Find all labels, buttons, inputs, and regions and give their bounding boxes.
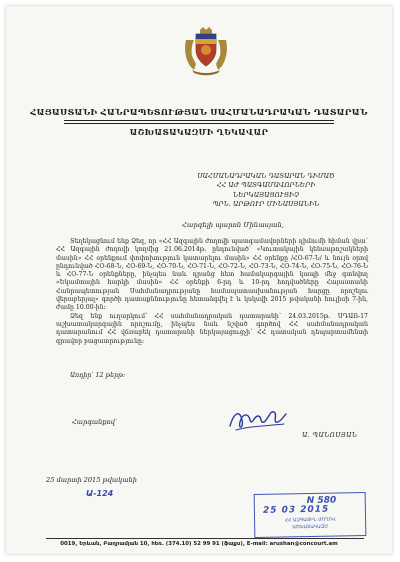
attachment-note: Առդիր՝ 12 թերթ:: [70, 372, 126, 379]
letter-page: [6, 6, 392, 554]
addressee-line: ՆԵՐԿԱՅԱՑՈՒՑԻՉ: [232, 190, 300, 199]
stamp-date: 25 03 2015: [262, 504, 330, 516]
signer-name: Ա. ՊԱՆՈՍՅԱՆ: [302, 431, 358, 439]
addressee-line: ՍԱՀՄԱՆԱԴՐԱԿԱՆ ԴԱՏԱՐԱՆ ԴԻՄԱԾ: [197, 172, 335, 180]
stamp-line: ՀՀ ԱԶԳԱՅԻՆ ԺՈՂՈՎ: [284, 517, 336, 524]
body-paragraph: Տեղեկացնում ենք Ձեզ, որ «ՀՀ Ազգային ժողովի պատգամավորների դիմումի հիման վրա՝ ՀՀ Ազգային ժողովի կողմից 21.06.2014թ. ընդունված՝ «Կուտակային կենսաթոշակների մասին» ՀՀ օրենքում փոփոխություն կատարելու մասին» ՀՀ օրենքը /ՀՕ-67-Ն/ և նույն օրով ընդունված ՀՕ-68-Ն, ՀՕ-69-Ն, ՀՕ-70-Ն, ՀՕ-71-Ն, ՀՕ-72-Ն, ՀՕ-73-Ն, ՀՕ-74-Ն, ՀՕ-75-Ն, ՀՕ-76-Ն և ՀՕ-77-Ն օրենքները, ինչպես նաև դրանց հետ համակարգային կապի մեջ գտնվող «Եկամտային հարկի մասին» ՀՀ օրենքի 6-րդ և 10-րդ հոդվածները Հայաստանի Հանրապետության Սահմանադրությանը համապատասխանության հարցը որոշելու վերաբերյալ» գործի դատաքննությունը հետաձգվել է և կսկսվի 2015 թվականի հուլիսի 7-ին, ժամը 10.00-ին:: [56, 238, 368, 312]
stamp-line: ԱՇԽԱՏԱԿԱԶՄ: [292, 524, 329, 531]
armenia-coat-of-arms-icon: [182, 26, 230, 76]
incoming-stamp: [254, 492, 367, 538]
addressee-block: [186, 172, 346, 210]
addressee-line: ՊՐՆ. ԱՐԹՈՒՐ ՄԻՆԱՍՅԱՆԻՆ: [212, 200, 320, 209]
header-rule: [64, 120, 334, 121]
footer-address: 0019, Երևան, Բաղրամյան 10, հեռ. (374.10) 52 99 91 (ֆաքս), E-mail: arushan@concourt.am: [60, 541, 338, 547]
header-rule-thin: [64, 123, 334, 124]
stamp-number: N 580: [306, 495, 337, 507]
court-name: ՀԱՅԱՍՏԱՆԻ ՀԱՆՐԱՊԵՏՈՒԹՅԱՆ ՍԱՀՄԱՆԱԴՐԱԿԱՆ ԴԱՏԱՐԱՆ: [30, 107, 368, 117]
closing: Հարգանքով՝: [72, 418, 118, 426]
handwritten-signature-icon: [226, 402, 290, 436]
letter-date: 25 մարտի 2015 թվականի: [46, 476, 137, 484]
body-paragraph: Ձեզ ենք ուղարկում՝ ՀՀ սահմանադրական դատարանի՝ 24.03.2015թ. ՍԴԱՈ-17 աշխատակարգային որոշումը, ինչպես նաև նշված գործով ՀՀ սահմանադրական դատարանում ՀՀ վճռաբեկ դատարանի ներկայացուցչի՝ ՀՀ դատական դեպարտամենտի գրավոր բացատրությունը:: [56, 312, 368, 345]
greeting: Հարգելի պարոն Մինասյան,: [182, 221, 284, 229]
footer-rule: [46, 538, 364, 539]
office-title: ԱՇԽԱՏԱԿԱԶՄԻ ՂԵԿԱՎԱՐ: [129, 127, 269, 137]
addressee-line: ՀՀ ԱԺ ՊԱՏԳԱՄԱՎՈՐՆԵՐԻ: [216, 181, 316, 190]
letter-body: [56, 238, 368, 346]
outgoing-number: Ա-124: [86, 489, 114, 498]
